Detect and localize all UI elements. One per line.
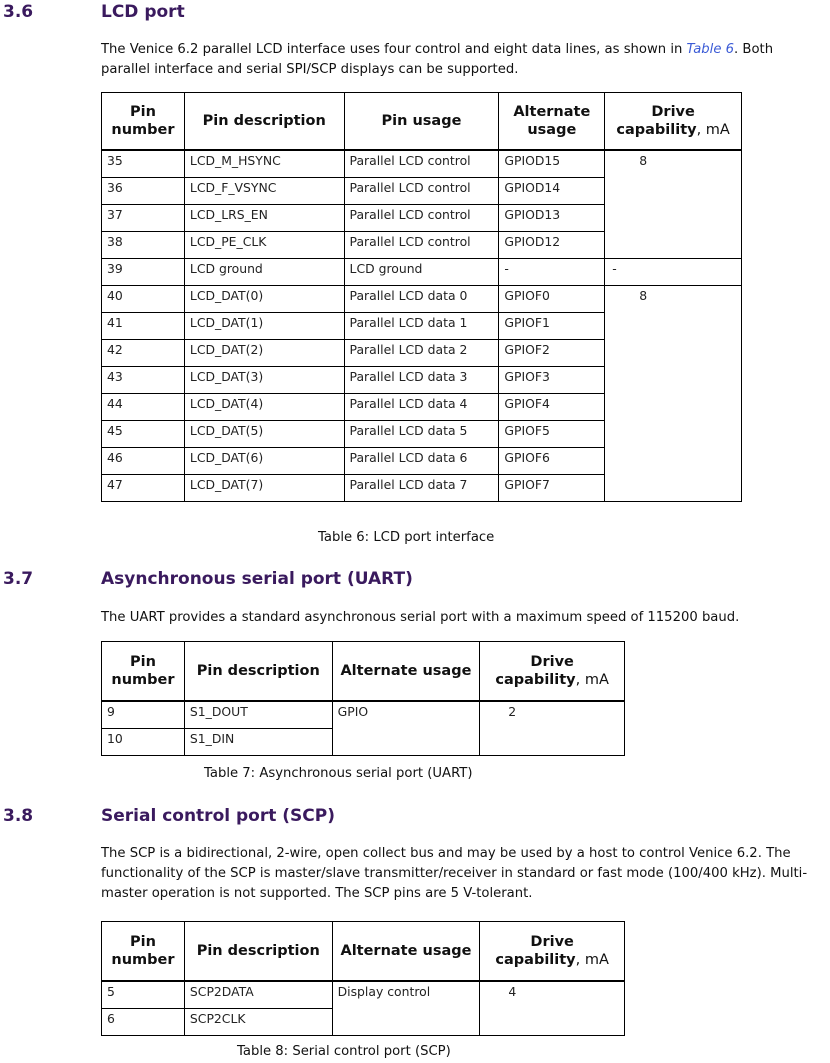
- pin-cell: 40: [102, 285, 185, 312]
- header-pin-number: Pin number: [102, 922, 185, 981]
- pin-cell: 35: [102, 150, 185, 178]
- drive-unit: , mA: [696, 121, 730, 138]
- usage-cell: Parallel LCD control: [344, 150, 499, 178]
- section-number: 3.8: [3, 806, 34, 826]
- description-cell: SCP2CLK: [184, 1008, 332, 1035]
- table-row: [102, 150, 742, 178]
- alternate-cell: GPIOF2: [499, 339, 605, 366]
- lcd-port-table: [101, 92, 742, 502]
- table-6-caption: Table 6: LCD port interface: [318, 530, 495, 545]
- description-cell: SCP2DATA: [184, 981, 332, 1009]
- pin-cell: 38: [102, 231, 185, 258]
- usage-cell: Parallel LCD data 2: [344, 339, 499, 366]
- usage-cell: Parallel LCD data 5: [344, 420, 499, 447]
- pin-cell: 37: [102, 204, 185, 231]
- pin-cell: 5: [102, 981, 185, 1009]
- table-row: [102, 981, 625, 1009]
- table-7-caption: Table 7: Asynchronous serial port (UART): [204, 766, 473, 781]
- description-cell: LCD_M_HSYNC: [184, 150, 344, 178]
- usage-cell: Parallel LCD data 3: [344, 366, 499, 393]
- pin-cell: 44: [102, 393, 185, 420]
- description-cell: LCD_DAT(6): [184, 447, 344, 474]
- paragraph-text: The Venice 6.2 parallel LCD interface uses four control and eight data lines, as shown in: [101, 42, 687, 57]
- description-cell: LCD_DAT(0): [184, 285, 344, 312]
- section-title: LCD port: [101, 2, 185, 22]
- drive-cell: 8: [605, 285, 742, 501]
- pin-cell: 36: [102, 177, 185, 204]
- table-8-caption: Table 8: Serial control port (SCP): [237, 1044, 451, 1059]
- drive-cell: 8: [605, 150, 742, 259]
- description-cell: LCD_DAT(3): [184, 366, 344, 393]
- header-alternate-usage: Alternate usage: [332, 642, 480, 701]
- usage-cell: LCD ground: [344, 258, 499, 285]
- drive-cell: 2: [480, 701, 625, 756]
- description-cell: LCD_F_VSYNC: [184, 177, 344, 204]
- header-pin-number: Pin number: [102, 642, 185, 701]
- description-cell: LCD_DAT(2): [184, 339, 344, 366]
- alternate-cell: GPIOF7: [499, 474, 605, 501]
- description-cell: LCD_DAT(5): [184, 420, 344, 447]
- section-3-7-paragraph: The UART provides a standard asynchronous serial port with a maximum speed of 115200 baud.: [101, 610, 740, 625]
- alternate-cell: GPIOD13: [499, 204, 605, 231]
- description-cell: S1_DIN: [184, 728, 332, 755]
- table-row: [102, 701, 625, 729]
- pin-cell: 42: [102, 339, 185, 366]
- drive-cell: -: [605, 258, 742, 285]
- pin-cell: 39: [102, 258, 185, 285]
- uart-table: [101, 641, 625, 756]
- description-cell: LCD_DAT(4): [184, 393, 344, 420]
- alternate-cell: GPIOF0: [499, 285, 605, 312]
- drive-unit: , mA: [575, 951, 609, 968]
- section-3-6-heading: [0, 2, 830, 26]
- alternate-cell: GPIOD14: [499, 177, 605, 204]
- usage-cell: Parallel LCD data 6: [344, 447, 499, 474]
- description-cell: LCD_DAT(7): [184, 474, 344, 501]
- section-title: Serial control port (SCP): [101, 806, 335, 826]
- section-3-8-paragraph: The SCP is a bidirectional, 2-wire, open collect bus and may be used by a host to control Venice 6.2. The functionality of the SCP is master/slave transmitter/receiver in standard or fast mode (100/400 kHz). Multi-master operation is not supported. The SCP pins are 5 V-tolerant.: [101, 846, 808, 901]
- table-header-row: [102, 642, 625, 701]
- pin-cell: 45: [102, 420, 185, 447]
- drive-label: Drive: [530, 653, 574, 670]
- section-3-6-paragraph: [101, 40, 826, 80]
- pin-cell: 43: [102, 366, 185, 393]
- header-pin-description: Pin description: [184, 922, 332, 981]
- header-pin-description: Pin description: [184, 93, 344, 150]
- table-row: [102, 285, 742, 312]
- description-cell: LCD ground: [184, 258, 344, 285]
- description-cell: S1_DOUT: [184, 701, 332, 729]
- drive-bold: capability: [495, 671, 576, 688]
- header-pin-number: Pin number: [102, 93, 185, 150]
- alternate-cell: GPIO: [332, 701, 480, 756]
- usage-cell: Parallel LCD data 7: [344, 474, 499, 501]
- header-drive-capability: [605, 93, 742, 150]
- drive-label: Drive: [651, 103, 695, 120]
- table-header-row: [102, 922, 625, 981]
- alternate-cell: GPIOF3: [499, 366, 605, 393]
- alternate-cell: GPIOF4: [499, 393, 605, 420]
- paragraph-text-after: . Both parallel interface and serial SPI/SCP displays can be supported.: [101, 42, 774, 77]
- description-cell: LCD_LRS_EN: [184, 204, 344, 231]
- table-6-link[interactable]: Table 6: [686, 42, 735, 57]
- usage-cell: Parallel LCD data 4: [344, 393, 499, 420]
- section-number: 3.7: [3, 569, 34, 589]
- description-cell: LCD_DAT(1): [184, 312, 344, 339]
- alternate-cell: GPIOD15: [499, 150, 605, 178]
- table-row: [102, 258, 742, 285]
- pin-cell: 6: [102, 1008, 185, 1035]
- usage-cell: Parallel LCD data 1: [344, 312, 499, 339]
- alternate-cell: GPIOF5: [499, 420, 605, 447]
- usage-cell: Parallel LCD control: [344, 177, 499, 204]
- header-pin-description: Pin description: [184, 642, 332, 701]
- header-alternate-usage: Alternate usage: [499, 93, 605, 150]
- section-number: 3.6: [3, 2, 34, 22]
- usage-cell: Parallel LCD control: [344, 204, 499, 231]
- pin-cell: 41: [102, 312, 185, 339]
- alternate-cell: GPIOF1: [499, 312, 605, 339]
- pin-cell: 10: [102, 728, 185, 755]
- alternate-cell: -: [499, 258, 605, 285]
- header-drive-capability: [480, 642, 625, 701]
- table-header-row: [102, 93, 742, 150]
- section-title: Asynchronous serial port (UART): [101, 569, 413, 589]
- header-pin-usage: Pin usage: [344, 93, 499, 150]
- section-3-8-heading: [0, 806, 830, 830]
- drive-label: Drive: [530, 933, 574, 950]
- drive-bold: capability: [495, 951, 576, 968]
- drive-bold: capability: [616, 121, 697, 138]
- usage-cell: Parallel LCD control: [344, 231, 499, 258]
- drive-unit: , mA: [575, 671, 609, 688]
- alternate-cell: Display control: [332, 981, 480, 1036]
- pin-cell: 9: [102, 701, 185, 729]
- alternate-cell: GPIOF6: [499, 447, 605, 474]
- header-drive-capability: [480, 922, 625, 981]
- description-cell: LCD_PE_CLK: [184, 231, 344, 258]
- pin-cell: 47: [102, 474, 185, 501]
- pin-cell: 46: [102, 447, 185, 474]
- usage-cell: Parallel LCD data 0: [344, 285, 499, 312]
- section-3-7-heading: [0, 569, 830, 593]
- header-alternate-usage: Alternate usage: [332, 922, 480, 981]
- alternate-cell: GPIOD12: [499, 231, 605, 258]
- scp-table: [101, 921, 625, 1036]
- drive-cell: 4: [480, 981, 625, 1036]
